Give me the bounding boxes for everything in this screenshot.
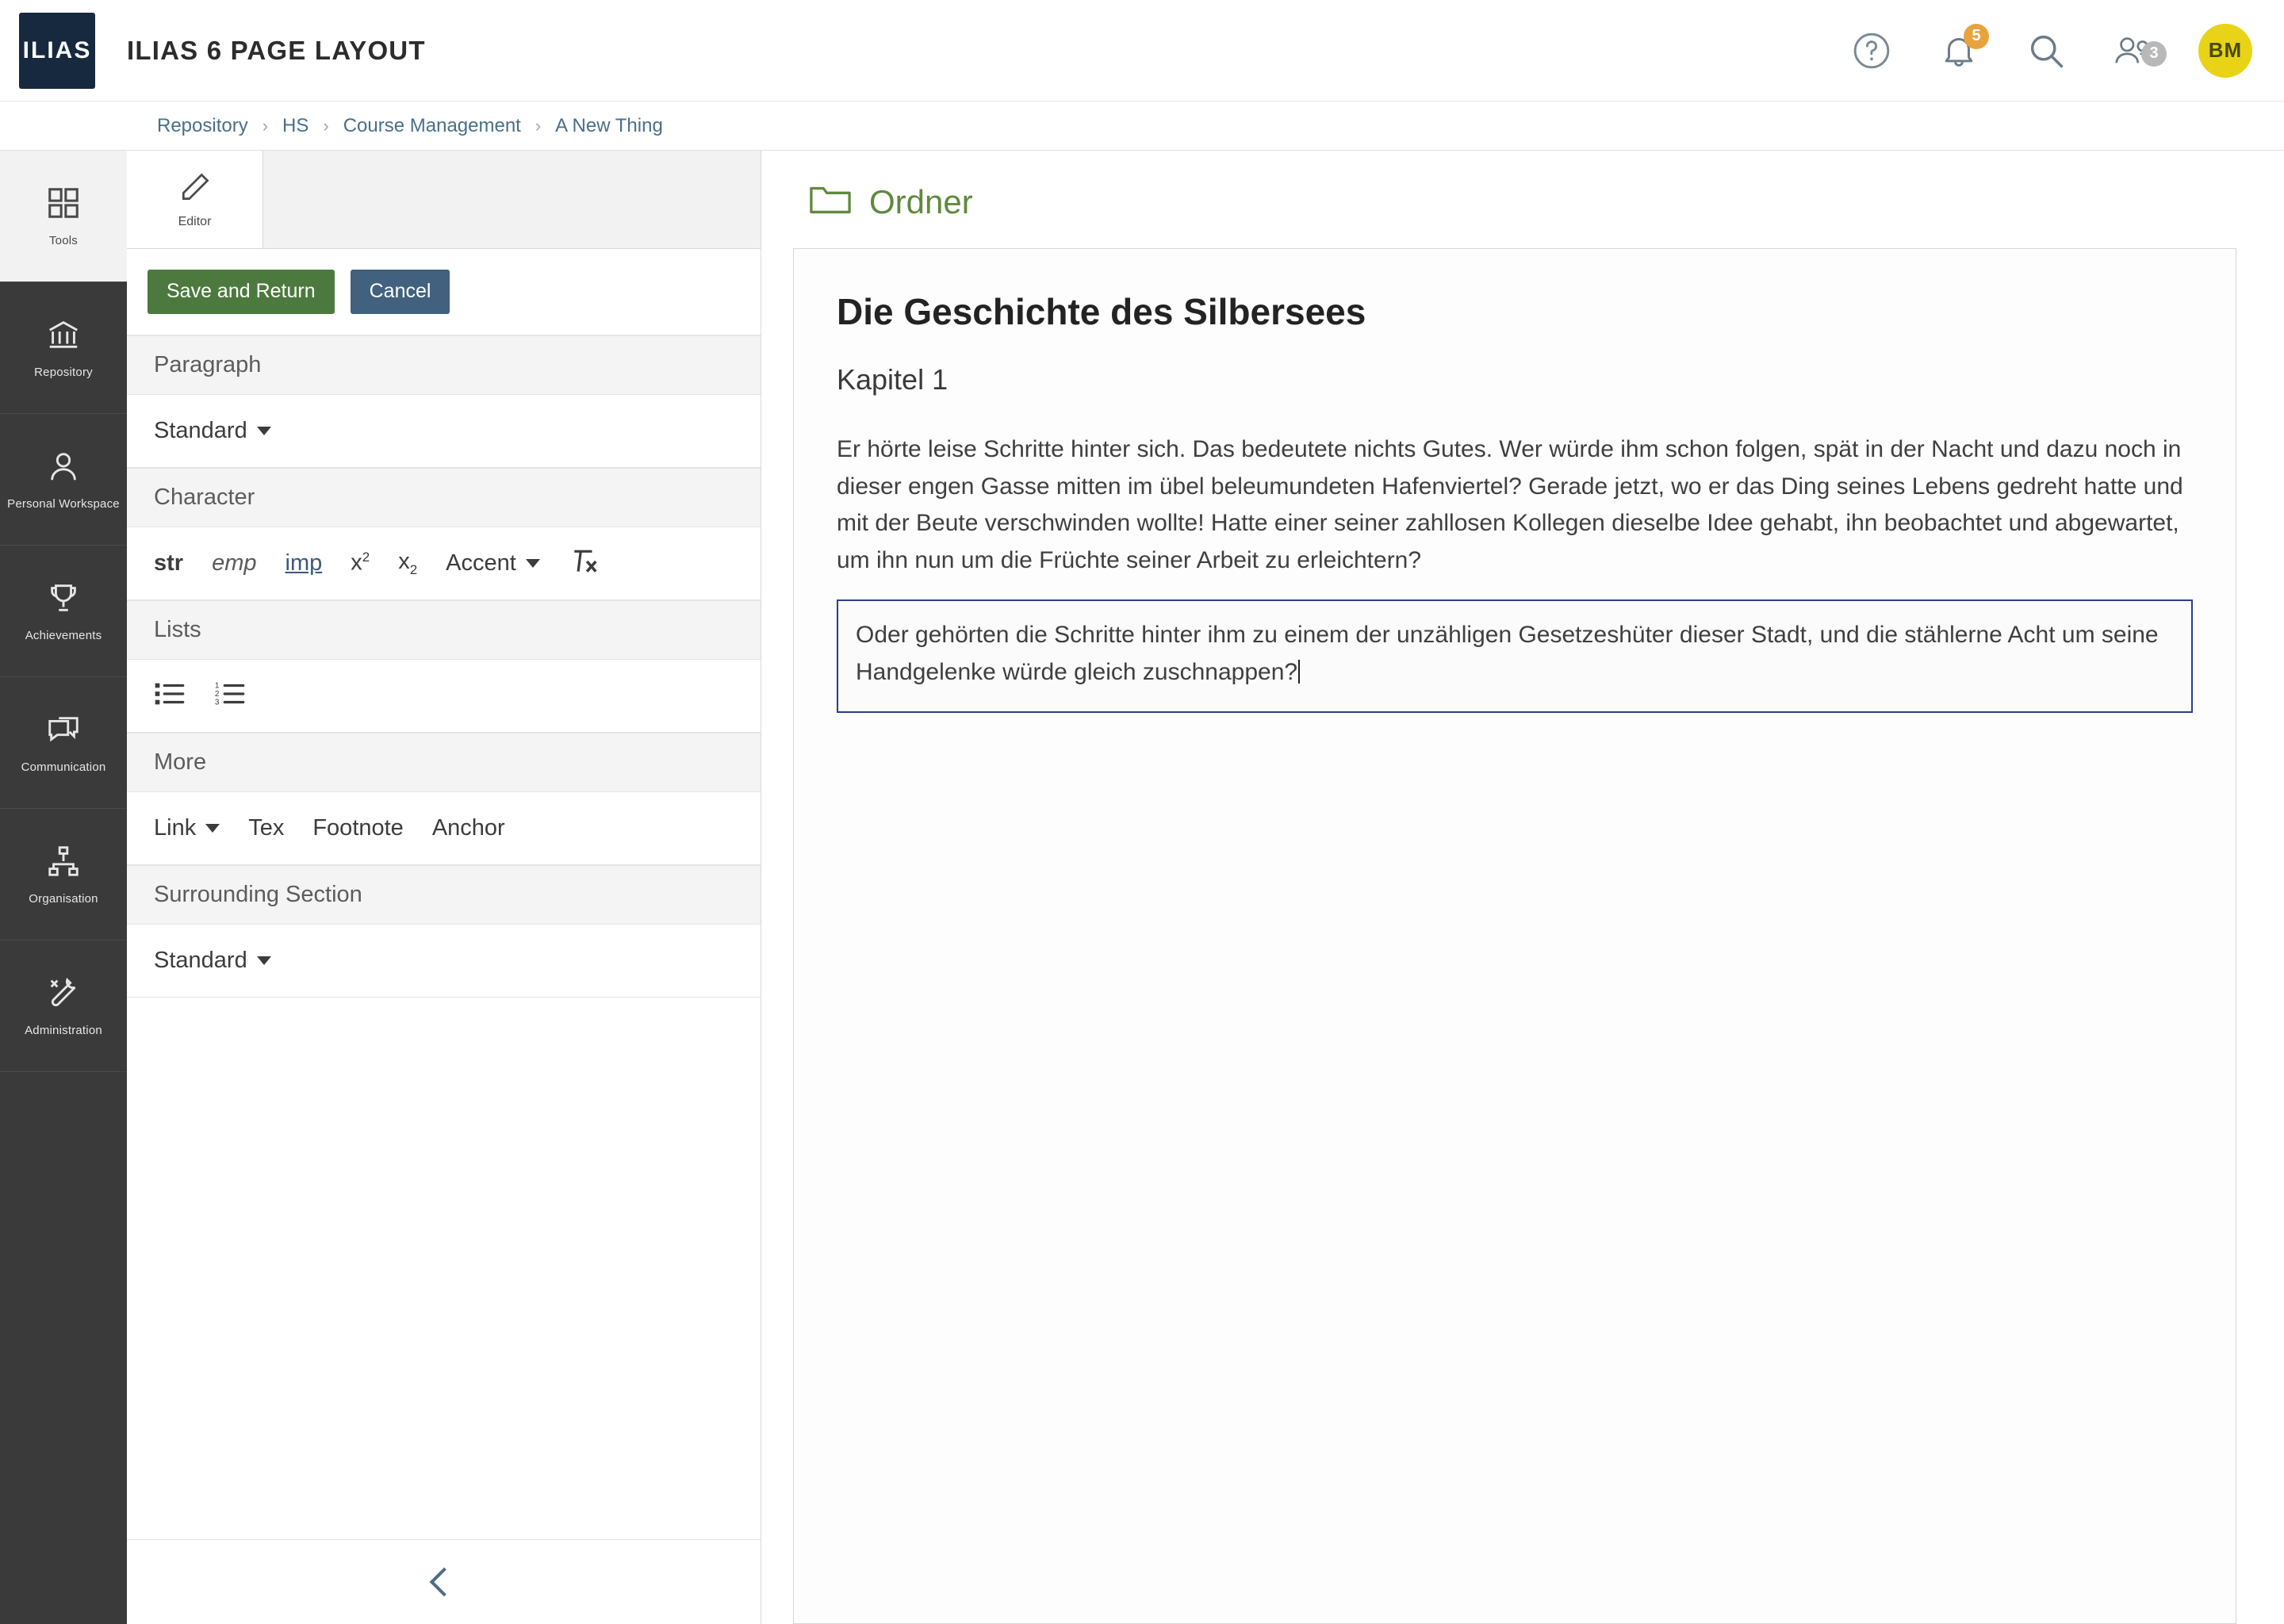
chat-icon (45, 711, 82, 751)
paragraph-static[interactable]: Er hörte leise Schritte hinter sich. Das bedeutete nichts Gutes. Wer würde ihm schon folgen, spät in der Nacht und dazu noch in dieser engen Gasse mitten im übel beleumundeten Hafenviertel? Gerade jetzt, wo er das Ding seines Lebens gedreht hatte und mit der Beute verschwinden wollte! Hatte einer seiner zahllosen Kollegen dieselbe Idee gehabt, ihn beobachtet und abgewartet, um ihn nun um die Früchte seiner Arbeit zu erleichtern? (837, 436, 2183, 573)
link-dropdown[interactable] (154, 815, 220, 841)
cancel-button[interactable]: Cancel (351, 270, 450, 314)
person-icon (45, 448, 82, 488)
notifications-icon[interactable] (1937, 29, 1981, 73)
chevron-down-icon (205, 824, 220, 833)
sitemap-icon (45, 843, 82, 883)
section-header-more: More (127, 733, 761, 792)
content-header (793, 182, 2236, 221)
breadcrumb-item-repository[interactable]: Repository (157, 114, 248, 136)
strong-button[interactable]: str (154, 550, 184, 576)
svg-text:1: 1 (214, 680, 220, 690)
users-badge: 3 (2141, 41, 2167, 67)
paragraph-section (127, 395, 761, 468)
sidebar-item-achievements[interactable] (0, 546, 127, 677)
top-bar (0, 0, 2284, 102)
panel-spacer (127, 998, 761, 1541)
lists-section (127, 660, 761, 733)
important-button[interactable]: imp (285, 550, 323, 576)
pencil-icon (178, 170, 213, 209)
main-body (0, 151, 2284, 1624)
sidebar-item-organisation[interactable] (0, 809, 127, 940)
folder-icon (809, 182, 852, 221)
subscript-button[interactable]: $x_2$ (398, 548, 418, 577)
link-label: Link (154, 814, 197, 841)
panel-collapse-bar[interactable] (127, 1540, 761, 1624)
sidebar-item-label: Repository (34, 366, 93, 379)
sidebar-item-label: Personal Workspace (7, 497, 120, 511)
sidebar-item-label: Achievements (25, 629, 102, 642)
paragraph-editable-text: Oder gehörten die Schritte hinter ihm zu einem der unzähligen Gesetzeshüter dieser Stadt, und die stählerne Acht um seine Handgelenke würde gleich zuschnappen? (856, 622, 2159, 685)
tools-icon (45, 975, 82, 1014)
sidebar-item-label: Tools (48, 234, 79, 247)
notifications-badge: 5 (1964, 24, 1989, 49)
bank-icon (45, 316, 82, 356)
chevron-down-icon (526, 559, 540, 568)
sidebar-item-label: Communication (21, 760, 106, 774)
sidebar-item-label: Administration (25, 1024, 102, 1037)
logo-text: ILIAS (22, 36, 92, 63)
section-header-surrounding-section: Surrounding Section (127, 865, 761, 925)
page-card (793, 248, 2236, 1624)
avatar[interactable]: BM (2198, 24, 2252, 78)
main-navigation-rail (0, 151, 127, 1624)
save-and-return-button[interactable]: Save and Return (148, 270, 335, 314)
folder-title: Ordner (869, 182, 973, 220)
search-icon[interactable] (2024, 29, 2068, 73)
sidebar-item-personal-workspace[interactable] (0, 414, 127, 546)
svg-text:2: 2 (214, 689, 220, 699)
rail-filler (0, 1072, 127, 1624)
anchor-button[interactable]: Anchor (431, 814, 505, 841)
chevron-left-icon (429, 1568, 458, 1597)
trophy-icon (45, 580, 82, 619)
section-header-character: Character (127, 468, 761, 527)
breadcrumb (0, 102, 2284, 151)
paragraph-editable[interactable] (837, 599, 2193, 713)
ordered-list-button[interactable] (214, 680, 246, 711)
emphasis-button[interactable]: emp (212, 550, 257, 576)
tab-editor-label: Editor (178, 215, 212, 228)
sidebar-item-administration[interactable] (0, 940, 127, 1072)
document-title: Die Geschichte des Silbersees (837, 291, 1366, 332)
document-subtitle: Kapitel 1 (837, 363, 948, 396)
editor-actions (127, 249, 761, 335)
breadcrumb-item-hs[interactable]: HS (282, 114, 309, 136)
top-bar-actions (1849, 24, 2252, 78)
clear-format-button[interactable] (569, 546, 600, 580)
surrounding-section (127, 925, 761, 998)
accent-label: Accent (446, 550, 516, 576)
sidebar-item-tools[interactable] (0, 151, 127, 282)
paragraph-style-value: Standard (154, 417, 247, 443)
text-cursor (1298, 660, 1300, 684)
character-section (127, 527, 761, 600)
editor-panel (127, 151, 761, 1624)
breadcrumb-separator: › (262, 115, 269, 136)
breadcrumb-separator: › (323, 115, 329, 136)
surrounding-style-value: Standard (154, 947, 247, 973)
paragraph-style-dropdown[interactable] (154, 418, 271, 444)
sidebar-item-repository[interactable] (0, 282, 127, 414)
ilias-logo[interactable] (19, 13, 95, 89)
breadcrumb-separator: › (535, 115, 542, 136)
section-header-lists: Lists (127, 600, 761, 660)
svg-text:3: 3 (214, 698, 220, 707)
breadcrumb-item-a-new-thing[interactable]: A New Thing (555, 114, 663, 136)
unordered-list-button[interactable] (154, 680, 186, 711)
tab-editor[interactable] (127, 151, 263, 248)
footnote-button[interactable]: Footnote (312, 814, 404, 841)
help-icon[interactable] (1849, 29, 1894, 73)
content-area (761, 151, 2284, 1624)
tex-button[interactable]: Tex (248, 814, 285, 841)
more-section (127, 792, 761, 865)
users-icon[interactable] (2111, 29, 2159, 73)
panel-tab-bar (127, 151, 761, 249)
section-header-paragraph: Paragraph (127, 335, 761, 395)
breadcrumb-item-course-management[interactable]: Course Management (343, 114, 521, 136)
sidebar-item-communication[interactable] (0, 677, 127, 809)
chevron-down-icon (257, 427, 271, 435)
accent-dropdown[interactable] (446, 550, 540, 576)
superscript-button[interactable]: $x^2$ (351, 550, 370, 576)
sidebar-item-label: Organisation (29, 892, 98, 906)
surrounding-style-dropdown[interactable] (154, 948, 271, 974)
page-title: ILIAS 6 PAGE LAYOUT (127, 35, 426, 65)
chevron-down-icon (257, 956, 271, 965)
grid-icon (45, 185, 82, 224)
